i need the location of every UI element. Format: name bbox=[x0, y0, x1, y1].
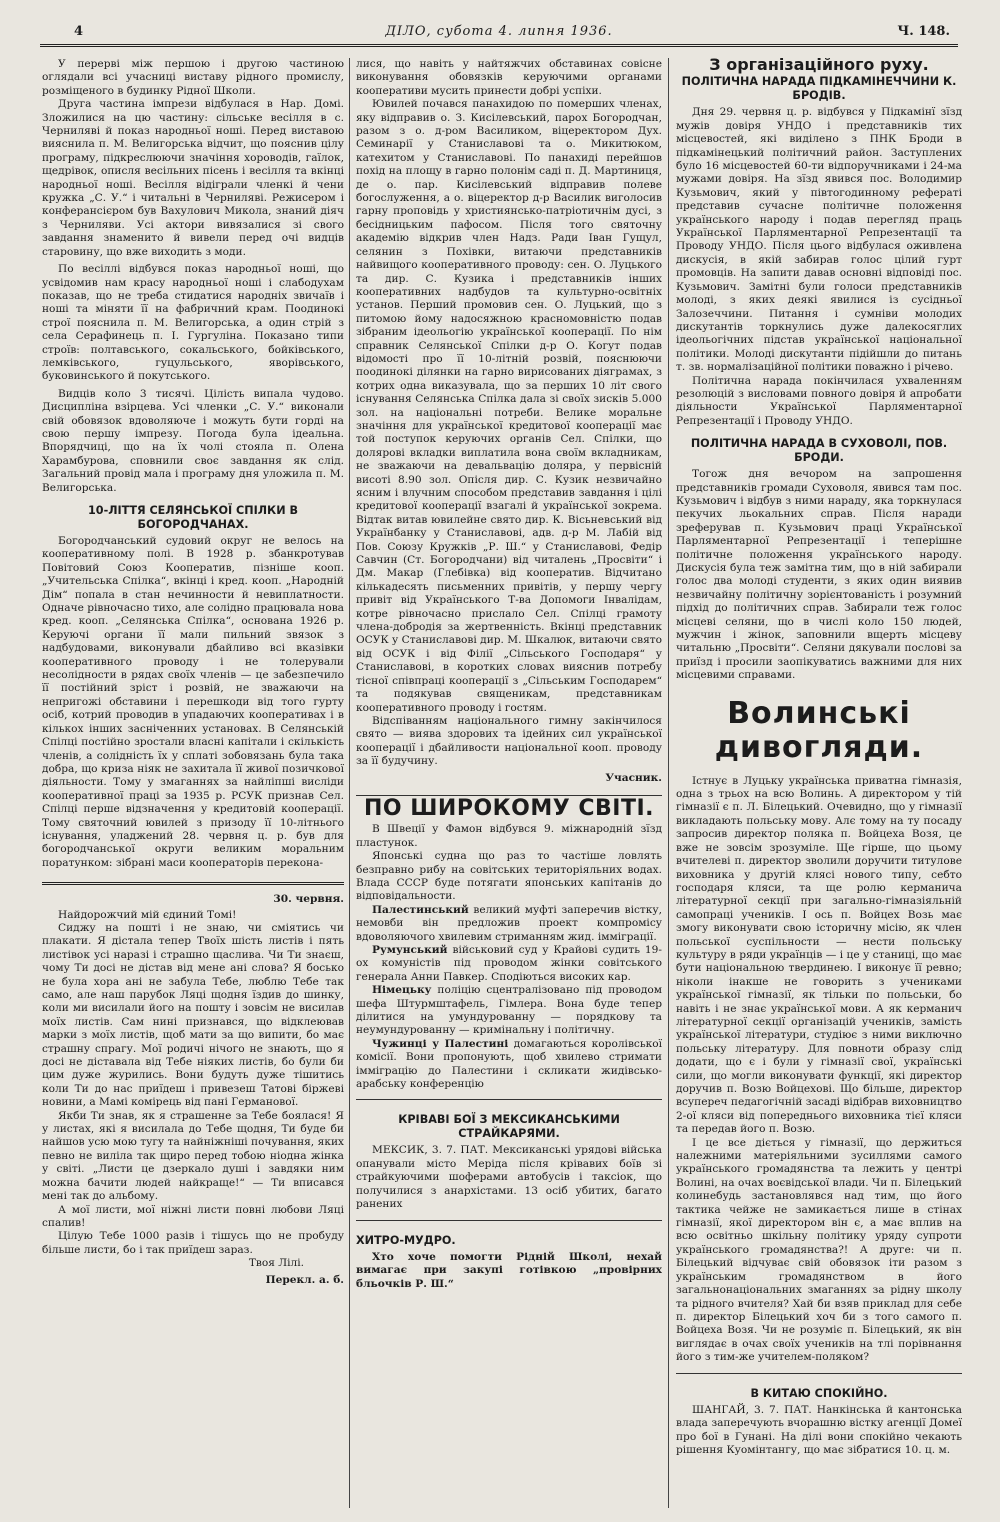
page-header bbox=[40, 22, 958, 47]
news-item: Румунський військовий суд у Крайові судить 19-ох комуністів під проводом жінки совітського генерала Анни Павкер. Сподіються високих кар. bbox=[356, 944, 662, 983]
news-lead: Чужинці у Палестині bbox=[372, 1037, 509, 1050]
paragraph: Ювилей почався панахидою по померших членах, яку відправив о. З. Кисілевський, парох Богородчан, разом з о. д-ром Василиком, віцеректором Дух. Семинарії у Станиславові та о. Микитюком, катехитом у Станиславові. По панахиді перейшов похід на площу в гарно полонім саді п. Д. Мартиниця, де о. пар. Кисілевський відправив полеве богослуження, а о. віцеректор д-р Василик виголосив гарну проповідь у християнсько-патріотичнім дусі, з бесідницьким пафосом. Після того святочну академію відкрив член Надз. Ради Іван Гущул, селянин з Похівки, витаючи представників найвищого кооперативного проводу: сен. О. Луцького та дир. С. Кузика і представників інших кооперативних надбудов та культурно-освітніх установ. Перший промовив сен. О. Луцький, що з питомою йому надосяжною красномовністю подав зібраним ідеольогію української кооперації. По нім справник Селянської Спілки д-р О. Когут подав відомості про її 10-літній розвій, пояснюючи поодинокі ділянки на гарно вирисованих діяграмах, з котрих одна виказувала, що за перших 10 літ свого існування Селянська Спілка дала зі своїх зисків 5.000 зол. на національні потреби. Велике моральне значіння для української кредитової кооперації має той поступок керуючих органів Сел. Спілки, що долярові вкладки виплатила вона своїм вкладникам, не зважаючи на девальвацію доляра, у первісній висоті 8.90 зол. Опісля дир. С. Кузик незвичайно ясним і влучним способом представив завдання і цілі кредитової кооперації взагалі й української зокрема. Відтак витав ювилейне свято дир. К. Вісьневський від Українбанку у Станиславові, адв. д-р М. Лабій від Пов. Союзу Кружків „Р. Ш.“ у Станиславові, Федір Савчин (Ст. Богородчани) від читалень „Просвіти“ і Дм. Макар (Глебівка) від кооператив. Відчитано кількадесять письменних привітів, у першу чергу привіт від Українського Т-ва Допомоги Інвалідам, котре рівночасно прислало Сел. Спілці грамоту члена-добродія за жертвенність. Вкінці представник ОСУК у Станиславові дир. М. Шкалюк, витаючи свято від ОСУК і від Філії „Сільського Господаря“ у Станиславові, в коротких словах вияснив потребу тісної співпраці кооперації з „Сільським Господарем“ та подякував священикам, представникам кооперативного проводу і гостям. bbox=[356, 98, 662, 714]
paragraph: Цілую Тебе 1000 разів і тішусь що не пробуду більше листи, бо і так приїдеш зараз. bbox=[42, 1230, 344, 1256]
page-number: 4 bbox=[74, 24, 84, 39]
section-divider bbox=[676, 1373, 962, 1378]
section-title: ПО ШИРОКОМУ СВІТІ. bbox=[356, 795, 662, 815]
news-lead: Палестинський bbox=[372, 903, 469, 916]
paragraph: Істнує в Луцьку українська приватна гімназія, одна з трьох на всю Волинь. А директором у тій гімназії є п. Л. Білецький. Очевидно, що у гімназії викладають польську мову. Алє тому на ту посаду запросив директор поляка п. Войцеха Возя, це вже не зовсім зрозуміле. Ще гірше, що цьому вчителеві п. директор зволили доручити титулове виховника у другій клясі нового типу, себто господаря кляси, та ще ролю керманича літературної секції при загально-гімназіяльній самопраці учеників. І ось п. Войцех Возь має змогу виконувати свою історичну місію, як член польської суспільности — нести польську культуру в ряди українців — і це у станиці, що має бути національною твердинею. І виконує її ревно; ніколи інакше не говорить з учениками української гімназії, як тільки по польськи, бо навіть і не знає української мови. А як керманич літературної секції організацій учеників, замість української літератури, студіює з ними виключно польську літературу. Для повноти образу слід додати, що є і були у гімназії свої, українські сили, що могли виконувати функції, які директор доручив п. Возю Войцехові. Що більше, директор всупереч педагогічній засаді відібрав виховництво 2-ої кляси від попереднього виховника тієї кляси та передав його п. Возю. bbox=[676, 774, 962, 1136]
paragraph: У перерві між першою і другою частиною оглядали всі учасниці виставу рідного промислу, розміщеного в будинку Рідної Школи. bbox=[42, 58, 344, 97]
news-item: В Швеції у Фамон відбувся 9. міжнародній зїзд пластунок. bbox=[356, 823, 662, 849]
article-heading: 10-ЛІТТЯ СЕЛЯНСЬКОЇ СПІЛКИ В БОГОРОДЧАНАХ. bbox=[88, 504, 298, 531]
paragraph: Видців коло 3 тисячі. Цілість випала чудово. Дисципліна взірцева. Усі членки „С. У.“ виконали свій обовязок вдоволяюче і можуть бути горді на свою першу імпрезу. Погода була ідеальна. Впорядчиці, що на їх чолі стояла п. Олена Харамбурова, сповнили своє завдання як слід. Загальний провід мала і програму дня уложила п. М. Велигорська. bbox=[42, 387, 344, 494]
paragraph: МЕКСИК, 3. 7. ПАТ. Мексиканські урядові війська опанували місто Меріда після крівавих боїв зі страйкуючими шоферами автобусів і таксіок, що получилися з анархістами. 13 осіб убитих, багато ранених bbox=[356, 1144, 662, 1211]
news-item: Німецьку поліцію сцентралізовано під проводом шефа Штурмштафель, Гімлера. Вона буде тепер ділитися на умундурованну — порядкову та неумундурованну — кримінальну і політичну. bbox=[356, 984, 662, 1037]
news-item: Палестинський великий муфті заперечив вістку, немовби він предложив проект компромісу вдоволяючого хвилевим стриманням жид. імміграції. bbox=[356, 903, 662, 943]
paragraph: Дня 29. червня ц. р. відбувся у Підкамінї зїзд мужів довіря УНДО і представників тих місцевостей, які виділено з ПНК Броди в підкамінецький політичний район. Заступлених було 16 місцевостей 60-ти відпоручниками і 24-ма мужами довіря. На зїзд явився пос. Володимир Кузьмович, який у півтогодинному рефераті представив сучасне політичне положення українського народу і подав перегляд праць Української Парляментарної Репрезентації та Проводу УНДО. Після цього відбулася оживлена дискусія, в якій забирав голос цілий гурт промовців. На запити давав основні відповіді пос. Кузьмович. Замітні були голоси представників молоді, з яких деякі явилися із сусідньої Залозеччини. Питання і сумніви молодих дискутантів торкнулись дуже далекосяглих ідеольогічних підстав української національної політики. Молоді дискутанти підійшли до питань т. зв. нормалізаційної політики поважно і річево. bbox=[676, 106, 962, 374]
section-title: З організаційного руху. bbox=[709, 58, 929, 74]
letter-date: 30. червня. bbox=[273, 893, 344, 906]
article-heading: ХИТРО-МУДРО. bbox=[356, 1233, 456, 1247]
section-divider bbox=[356, 1220, 662, 1225]
paragraph: По весіллі відбувся показ народньої ноші, що усвідомив нам красу народньої ноші і слабодухам показав, що не треба стидатися народніх звичаїв і ноші та міняти її на фабричний крам. Поодинокі строї пояснила п. М. Велигорська, а один стрій з села Серафинець п. І. Гургуліна. Показано типи строїв: полтавського, сокальського, бойківського, лемківського, гуцульського, яворівського, буковинського й покутського. bbox=[42, 263, 344, 383]
issue-number: Ч. 148. bbox=[897, 24, 950, 39]
news-lead: Румунський bbox=[372, 944, 448, 956]
paragraph: Хто хоче помогти Рідній Школі, нехай вимагає при закупі готівкою „провірних бльочків Р. Ш.“ bbox=[356, 1251, 662, 1290]
paragraph: Якби Ти знав, як я страшенне за Тебе боялася! Я у листах, які я висилала до Тебе щодня, Ти буде би найшов усю мою тугу та найніжніші почування, яких певно не виліла так щиро перед тобою ніодна жінка у світі. „Листи це дзеркало душі і завдяки ним можна бачити людей найкраще!“ — Ти вписався мені так до альбому. bbox=[42, 1109, 344, 1203]
paragraph: Політична нарада покінчилася ухваленням резолюцій з висловами повного довіря й апробати діяльности Української Парляментарної Репрезентації і Проводу УНДО. bbox=[676, 374, 962, 427]
news-item: Чужинці у Палестині домагаються королівської комісії. Вони пропонують, щоб хвилево стримати імміграцію до Палестини і скликати жидівсько-арабську конференцію bbox=[356, 1037, 662, 1091]
paragraph: Відспіванням національного гимну закінчилося свято — виява здорових та ідейних сил української кооперації і дбайливости національної кооп. проводу за її будучину. bbox=[356, 714, 662, 768]
section-divider bbox=[42, 882, 344, 885]
letter-greeting: Найдорожчий мій єдиний Томі! bbox=[58, 908, 237, 921]
paragraph: Друга частина імпрези відбулася в Нар. Домі. Зложилися на цю частину: сільське весілля в с. Черниляві й показ народньої ноші. Перед виставою вияснила п. М. Велигорська відчит, що пояснив цілу програму, підкреслюючи значіння хороводів, гаїлок, щедрівок, описля весільних пісень і весілля та вкінці народньої ноші. Весілля відіграли членкі й чени кружка „С. У.“ і читальні в Черниляві. Режисером і конферансієром був Вахулович Микола, знаний діяч з Черниляви. Усі актори вивязалися зі свого завдання знаменито й вивели перед очі видців старовину, що вже виходить з моди. bbox=[42, 98, 344, 258]
translator-credit: Перекл. а. б. bbox=[265, 1273, 344, 1286]
article-heading: ПОЛІТИЧНА НАРАДА В СУХОВОЛІ, ПОВ. БРОДИ. bbox=[690, 437, 948, 464]
column-2 bbox=[356, 58, 662, 1510]
paragraph: Богородчанський судовий округ не велось на кооперативному полі. В 1928 р. збанкротував Повітовий Союз Кооператив, пізніше кооп. „Учительська Спілка“, вкінці і кред. кооп. „Народній Дім“ попала в стан нечинности й невиплатности. Одначе рівночасно тихо, але солідно працювала нова кред. кооп. „Селянська Спілка“, основана 1926 р. Керуючі органи її мали пильний звязок з надбудовами, виконували дбайливо всі вказівки кооперативного проводу і не толерували несолідности в рядах своїх членів — це забезпечило її постійний зріст і розвій, не зважаючи на непригожі обставини і перешкоди від того гурту осіб, котрий проводив в упадаючих кооперативах і в кількох інших засніченних установах. В Селянській Спілці постійно зростали власні капітали і скількість членів, а солідність їх у сплаті зобовязань була така добра, що криза ніяк не захитала її живої позичкової діяльности. Тому у змаганнях за найліпші висліди кооперативної праці за 1935 р. РСУК признав Сел. Спілці перше відзначення у кредитовій кооперації. Тому святочний ювилей з призоду її 10-літнього існування, уладжений 28. червня ц. р. був для богородчанської округи великим моральним поратунком: зібрані маси кооператорів перекона- bbox=[42, 535, 344, 869]
article-heading: В КИТАЮ СПОКІЙНО. bbox=[750, 1386, 888, 1400]
letter-signature: Твоя Лілі. bbox=[248, 1257, 304, 1270]
article-signature: Учасник. bbox=[605, 771, 662, 784]
news-lead: Німецьку bbox=[372, 984, 432, 997]
paragraph: Сиджу на пошті і не знаю, чи сміятись чи плакати. Я дістала тепер Твоїх шість листів і пять листівок усі наразі і страшно щаслива. Чи Ти знаєш, чому Ти досі не дістав від мене ані слова? Я босько не була хора ані не забула Тебе, люблю Тебе так само, але наш парубок Ляці щодня їздив до шинку, коли ми висилали його на пошту і зовсім не висилав моїх листів. Сам нині признався, що відклеював марки з моїх листів, щоб мати за що випити, бо має страшну спрагу. Мої родичі нічого не знають, що я досі не діставала від Тебе ніяких листів, бо були би цим дуже журились. Вони будуть дуже тішитись коли Ти до нас приїдеш і привезеш Татові біржеві новини, а Мамі комірець від пані Германової. bbox=[42, 921, 344, 1109]
column-rule bbox=[668, 58, 669, 1508]
paragraph: Тогож дня вечором на запрошення представників громади Суховоля, явився там пос. Кузьмович і відбув з ними нараду, яка торкнулася пекучих льокальних справ. Після наради зреферував п. Кузьмович праці Української Парляментарної Репрезентації і теперішне політичне положення українського народу. Дискусія була теж замітна тим, що в ній забирали голос два молоді студенти, з яких один виявив незвичайну політичну зорієнтованість і розумний підхід до політичних справ. Забирали теж голос місцеві селяни, що в числі коло 150 людей, мужчин і жінок, заповнили вщерть місцеву читальню „Просвіти“. Селяни дякували послові за приїзд і просили заопікуватись важними для них місцевими справами. bbox=[676, 468, 962, 682]
masthead-line: ДІЛО, субота 4. липня 1936. bbox=[385, 24, 613, 39]
news-item: Японські судна що раз то частіше ловлять безправно рибу на совітських територіяльних водах. Влада СССР буде потягати японських капітанів до відповідальности. bbox=[356, 850, 662, 903]
column-1 bbox=[42, 58, 344, 1510]
section-divider bbox=[356, 1099, 662, 1104]
section-title: Волинські дивогляди. bbox=[714, 695, 924, 765]
article-heading: КРІВАВІ БОЇ З МЕКСИКАНСЬКИМИ СТРАЙКАРЯМИ. bbox=[398, 1113, 620, 1140]
article-heading: ПОЛІТИЧНА НАРАДА ПІДКАМІНЕЧЧИНИ К. БРОДІВ. bbox=[681, 75, 957, 102]
paragraph: ШАНГАЙ, 3. 7. ПАТ. Нанкінська й кантонська влада заперечують вчорашню вістку агенції Домеї про бої в Гунані. На ділі вони спокійно чекають рішення Куомінтангу, що має зібратися 10. ц. м. bbox=[676, 1404, 962, 1457]
column-rule bbox=[349, 58, 350, 1508]
column-3 bbox=[676, 58, 962, 1510]
paragraph: І це все діється у гімназії, що держиться належними матеріяльними зусиллями самого українського громадянства та лежить у центрі Волині, на очах воєвідської влади. Чи п. Білецький колинебудь застановлявся над тим, що його тактика чейже не замикається лише в стінах гімназії, якої директором він є, а має вплив на всю освітньо шкільну політику уряду супроти українського громадянства?! А друге: чи п. Білецький відчуває свій обовязок іти разом з українським громадянством в його загальнонаціональних змаганнях за рідну школу та рідного вчителя? Хай би взяв приклад для себе п. директор Білецький хоч би з того самого п. Войцеха Возя. Чи не розуміє п. Білецький, як він виглядає в очах своїх учеників на тлі порівнання його з тим-же учителем-поляком? bbox=[676, 1136, 962, 1364]
paragraph: лися, що навіть у найтяжчих обставинах совісне виконування обовязків керуючими органами кооперативи мусить принести добрі успіхи. bbox=[356, 58, 662, 97]
paragraph: А мої листи, мої ніжні листи повні любови Ляці спалив! bbox=[42, 1203, 344, 1229]
